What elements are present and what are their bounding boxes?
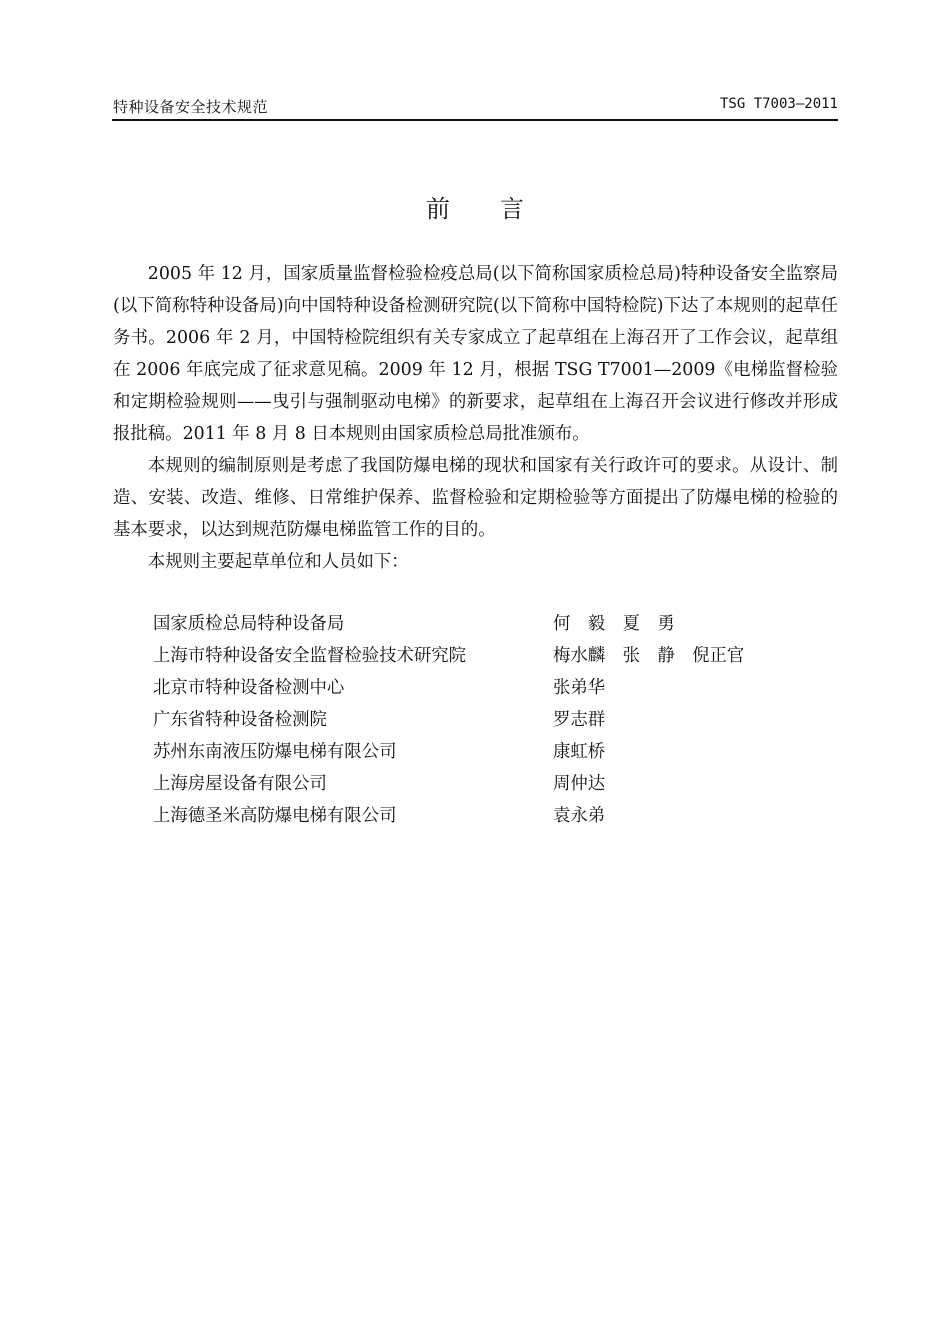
drafter-row	[153, 704, 838, 736]
page-header	[112, 96, 838, 118]
drafter-people: 何 毅 夏 勇	[553, 614, 675, 634]
drafter-row	[153, 672, 838, 704]
paragraph-drafters-intro: 本规则主要起草单位和人员如下：	[147, 552, 409, 572]
drafter-unit: 国家质检总局特种设备局	[153, 614, 345, 634]
paragraph-principles: 本规则的编制原则是考虑了我国防爆电梯的现状和国家有关行政许可的要求。从设计、制造、安装、改造、维修、日常维护保养、监督检验和定期检验等方面提出了防爆电梯的检验的基本要求，以达到规范防爆电梯监管工作的目的。	[113, 456, 838, 540]
header-document-category: 特种设备安全技术规范	[113, 98, 269, 116]
drafter-row	[153, 800, 838, 832]
drafter-people: 张弟华	[553, 678, 606, 698]
drafter-people: 康虹桥	[553, 742, 606, 762]
drafter-people: 周仲达	[553, 774, 606, 794]
drafter-row	[153, 608, 838, 640]
drafter-people: 罗志群	[553, 710, 606, 730]
drafter-unit: 上海德圣米高防爆电梯有限公司	[153, 806, 397, 826]
drafter-unit: 广东省特种设备检测院	[153, 710, 327, 730]
drafter-people: 梅水麟 张 静 倪正官	[553, 646, 745, 666]
drafter-row	[153, 640, 838, 672]
drafter-unit: 苏州东南液压防爆电梯有限公司	[153, 742, 397, 762]
header-divider	[112, 119, 838, 121]
drafter-unit: 北京市特种设备检测中心	[153, 678, 345, 698]
drafter-unit: 上海房屋设备有限公司	[153, 774, 327, 794]
drafter-row	[153, 736, 838, 768]
drafter-row	[153, 768, 838, 800]
paragraph-history: 2005 年 12 月，国家质量监督检验检疫总局(以下简称国家质检总局)特种设备安全监察局(以下简称特种设备局)向中国特种设备检测研究院(以下简称中国特检院)下达了本规则的起草任务书。2006 年 2 月，中国特检院组织有关专家成立了起草组在上海召开了工作会议，起草组在 2006 年底完成了征求意见稿。2009 年 12 月，根据 TSG T7001—2009《电梯监督检验和定期检验规则——曳引与强制驱动电梯》的新要求，起草组在上海召开会议进行修改并形成报批稿。2011 年 8 月 8 日本规则由国家质检总局批准颁布。	[113, 264, 838, 444]
header-standard-number: TSG T7003—2011	[719, 96, 838, 112]
preface-body	[113, 258, 838, 578]
drafter-unit: 上海市特种设备安全监督检验技术研究院	[153, 646, 467, 666]
page-title: 前言	[426, 195, 574, 223]
drafters-list	[153, 608, 838, 832]
drafter-people: 袁永弟	[553, 806, 606, 826]
